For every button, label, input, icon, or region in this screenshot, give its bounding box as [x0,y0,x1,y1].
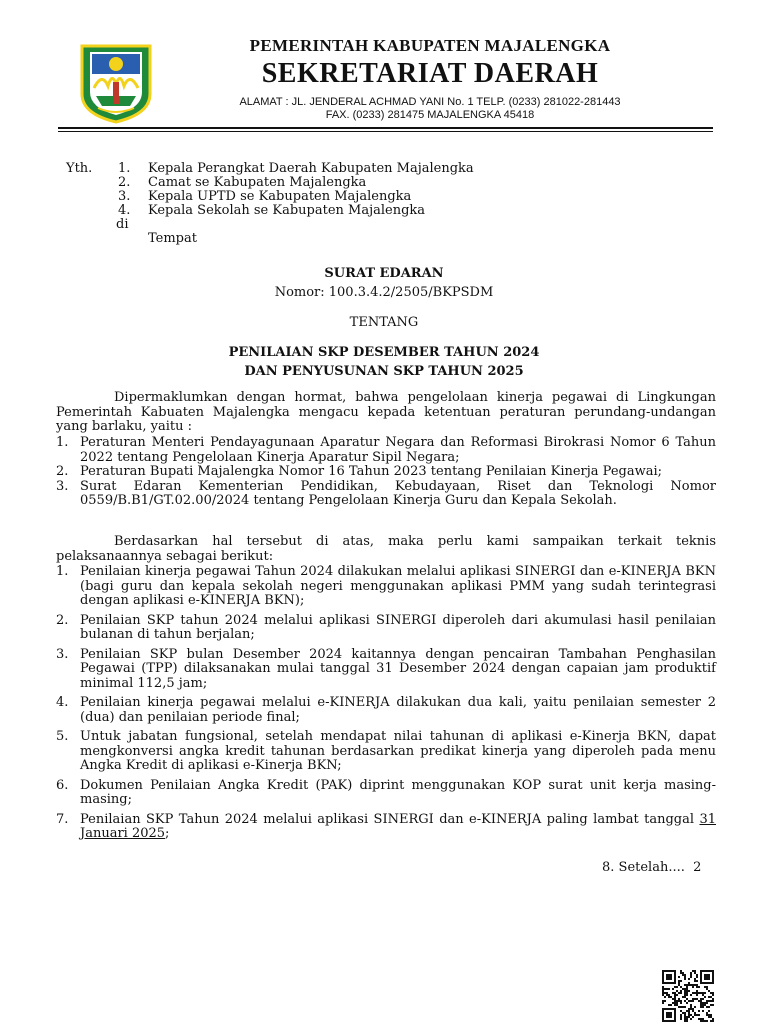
list-item-number: 5. [56,729,69,744]
list-item-text: Penilaian SKP bulan Desember 2024 kaitannya dengan pencairan Tambahan Penghasilan Pegawai (TPP) dilaksanakan mulai tanggal 31 Desember 2024 dengan capaian jam produktif minimal 112,5 jam; [80,646,716,691]
recipient-num: 4. [118,203,131,218]
recipient-tempat: Tempat [148,231,197,246]
page-number: 2 [693,860,702,875]
recipient-text: Kepala UPTD se Kabupaten Majalengka [148,189,412,204]
list-item-text: Surat Edaran Kementerian Pendidikan, Kebudayaan, Riset dan Teknologi Nomor 0559/B.B1/GT.02.00/2024 tentang Pengelolaan Kinerja Guru dan Kepala Sekolah. [80,478,716,508]
list-item-text: Penilaian kinerja pegawai melalui e-KINERJA dilakukan dua kali, yaitu penilaian semester 2 (dua) dan penilaian periode final; [80,695,716,725]
list-item-number: 2. [56,612,69,628]
letter-subject-line-1: PENILAIAN SKP DESEMBER TAHUN 2024 [228,345,540,360]
list-item-text: Untuk jabatan fungsional, setelah mendapat nilai tahunan di aplikasi e-Kinerja BKN, dapat mengkonversi angka kredit tahunan berdasarkan predikat kinerja yang diperoleh pada menu Angka Kredit di aplikasi e-Kinerja BKN; [80,729,716,773]
recipient-yth: Yth. [66,161,93,176]
list-item-number: 4. [56,695,69,710]
letter-number: Nomor: 100.3.4.2/2505/BKPSDM [274,285,494,300]
list-item-text: Penilaian SKP tahun 2024 melalui aplikasi SINERGI diperoleh dari akumulasi hasil penilaian bulanan di tahun berjalan; [80,612,716,642]
implementation-text: Berdasarkan hal tersebut di atas, maka perlu kami sampaikan terkait teknis pelaksanaannya sebagai berikut: [56,534,716,564]
recipient-text: Camat se Kabupaten Majalengka [148,175,367,190]
list-item [56,436,716,465]
recipient-di: di [116,217,129,232]
list-item [56,813,716,842]
majalengka-emblem-icon [78,42,154,124]
letterhead [0,0,768,135]
list-item [56,730,716,774]
list-item-number: 3. [56,646,69,662]
government-name: PEMERINTAH KABUPATEN MAJALENGKA [249,36,611,55]
address-line-1: ALAMAT : JL. JENDERAL ACHMAD YANI No. 1 TELP. (0233) 281022-281443 [239,96,621,108]
list-item [56,465,716,480]
list-item [56,648,716,692]
list-item-text: Dokumen Penilaian Angka Kredit (PAK) diprint menggunakan KOP surat unit kerja masing-masing; [80,777,716,807]
list-item [56,779,716,808]
list-item-number: 2. [56,464,69,479]
list-item-number: 7. [56,811,69,827]
list-item-text [80,813,716,842]
deadline-sentence: Penilaian SKP Tahun 2024 melalui aplikasi SINERGI dan e-KINERJA paling lambat tanggal [80,811,700,827]
implementation-list [56,565,716,842]
deadline-punctuation: ; [165,826,170,841]
letterhead-rule-thick [58,127,713,129]
regulation-list [56,436,716,509]
recipient-num: 3. [118,189,131,204]
letter-tentang: TENTANG [349,315,419,330]
list-item-text: Peraturan Menteri Pendayagunaan Aparatur Negara dan Reformasi Birokrasi Nomor 6 Tahun 2022 tentang Pengelolaan Kinerja Aparatur Sipil Negara; [80,435,716,465]
list-item [56,565,716,609]
list-item [56,614,716,643]
list-item-text: Peraturan Bupati Majalengka Nomor 16 Tahun 2023 tentang Penilaian Kinerja Pegawai; [80,464,663,479]
implementation-paragraph [56,535,716,564]
recipient-num: 1. [118,161,131,176]
list-item [56,696,716,725]
intro-paragraph [56,391,716,435]
qr-code-icon [662,970,714,1022]
office-address [160,96,700,122]
letterhead-rule-thin [58,131,713,132]
recipient-text: Kepala Perangkat Daerah Kabupaten Majalengka [148,161,474,176]
continuation-text: 8. Setelah.... [602,860,685,875]
recipient-num: 2. [118,175,131,190]
letter-subject-line-2: DAN PENYUSUNAN SKP TAHUN 2025 [244,364,524,379]
deadline-date: 31 Januari 2025 [80,811,716,841]
list-item-number: 3. [56,478,69,494]
list-item [56,480,716,509]
list-item-text: Penilaian kinerja pegawai Tahun 2024 dilakukan melalui aplikasi SINERGI dan e-KINERJA BKN (bagi guru dan kepala sekolah negeri menggunakan aplikasi PMM yang sudah terintegrasi dengan aplikasi e-KINERJA BKN); [80,564,716,608]
continuation-marker [602,861,701,876]
letter-heading: SURAT EDARAN [324,266,444,281]
list-item-number: 1. [56,564,69,579]
intro-text: Dipermaklumkan dengan hormat, bahwa pengelolaan kinerja pegawai di Lingkungan Pemerintah Kabuaten Majalengka mengacu kepada ketentuan peraturan perundang-undangan yang barlaku, yaitu : [56,390,716,434]
address-line-2: FAX. (0233) 281475 MAJALENGKA 45418 [325,109,535,121]
office-name: SEKRETARIAT DAERAH [261,58,599,89]
recipient-text: Kepala Sekolah se Kabupaten Majalengka [148,203,426,218]
list-item-number: 1. [56,435,69,450]
list-item-number: 6. [56,777,69,793]
